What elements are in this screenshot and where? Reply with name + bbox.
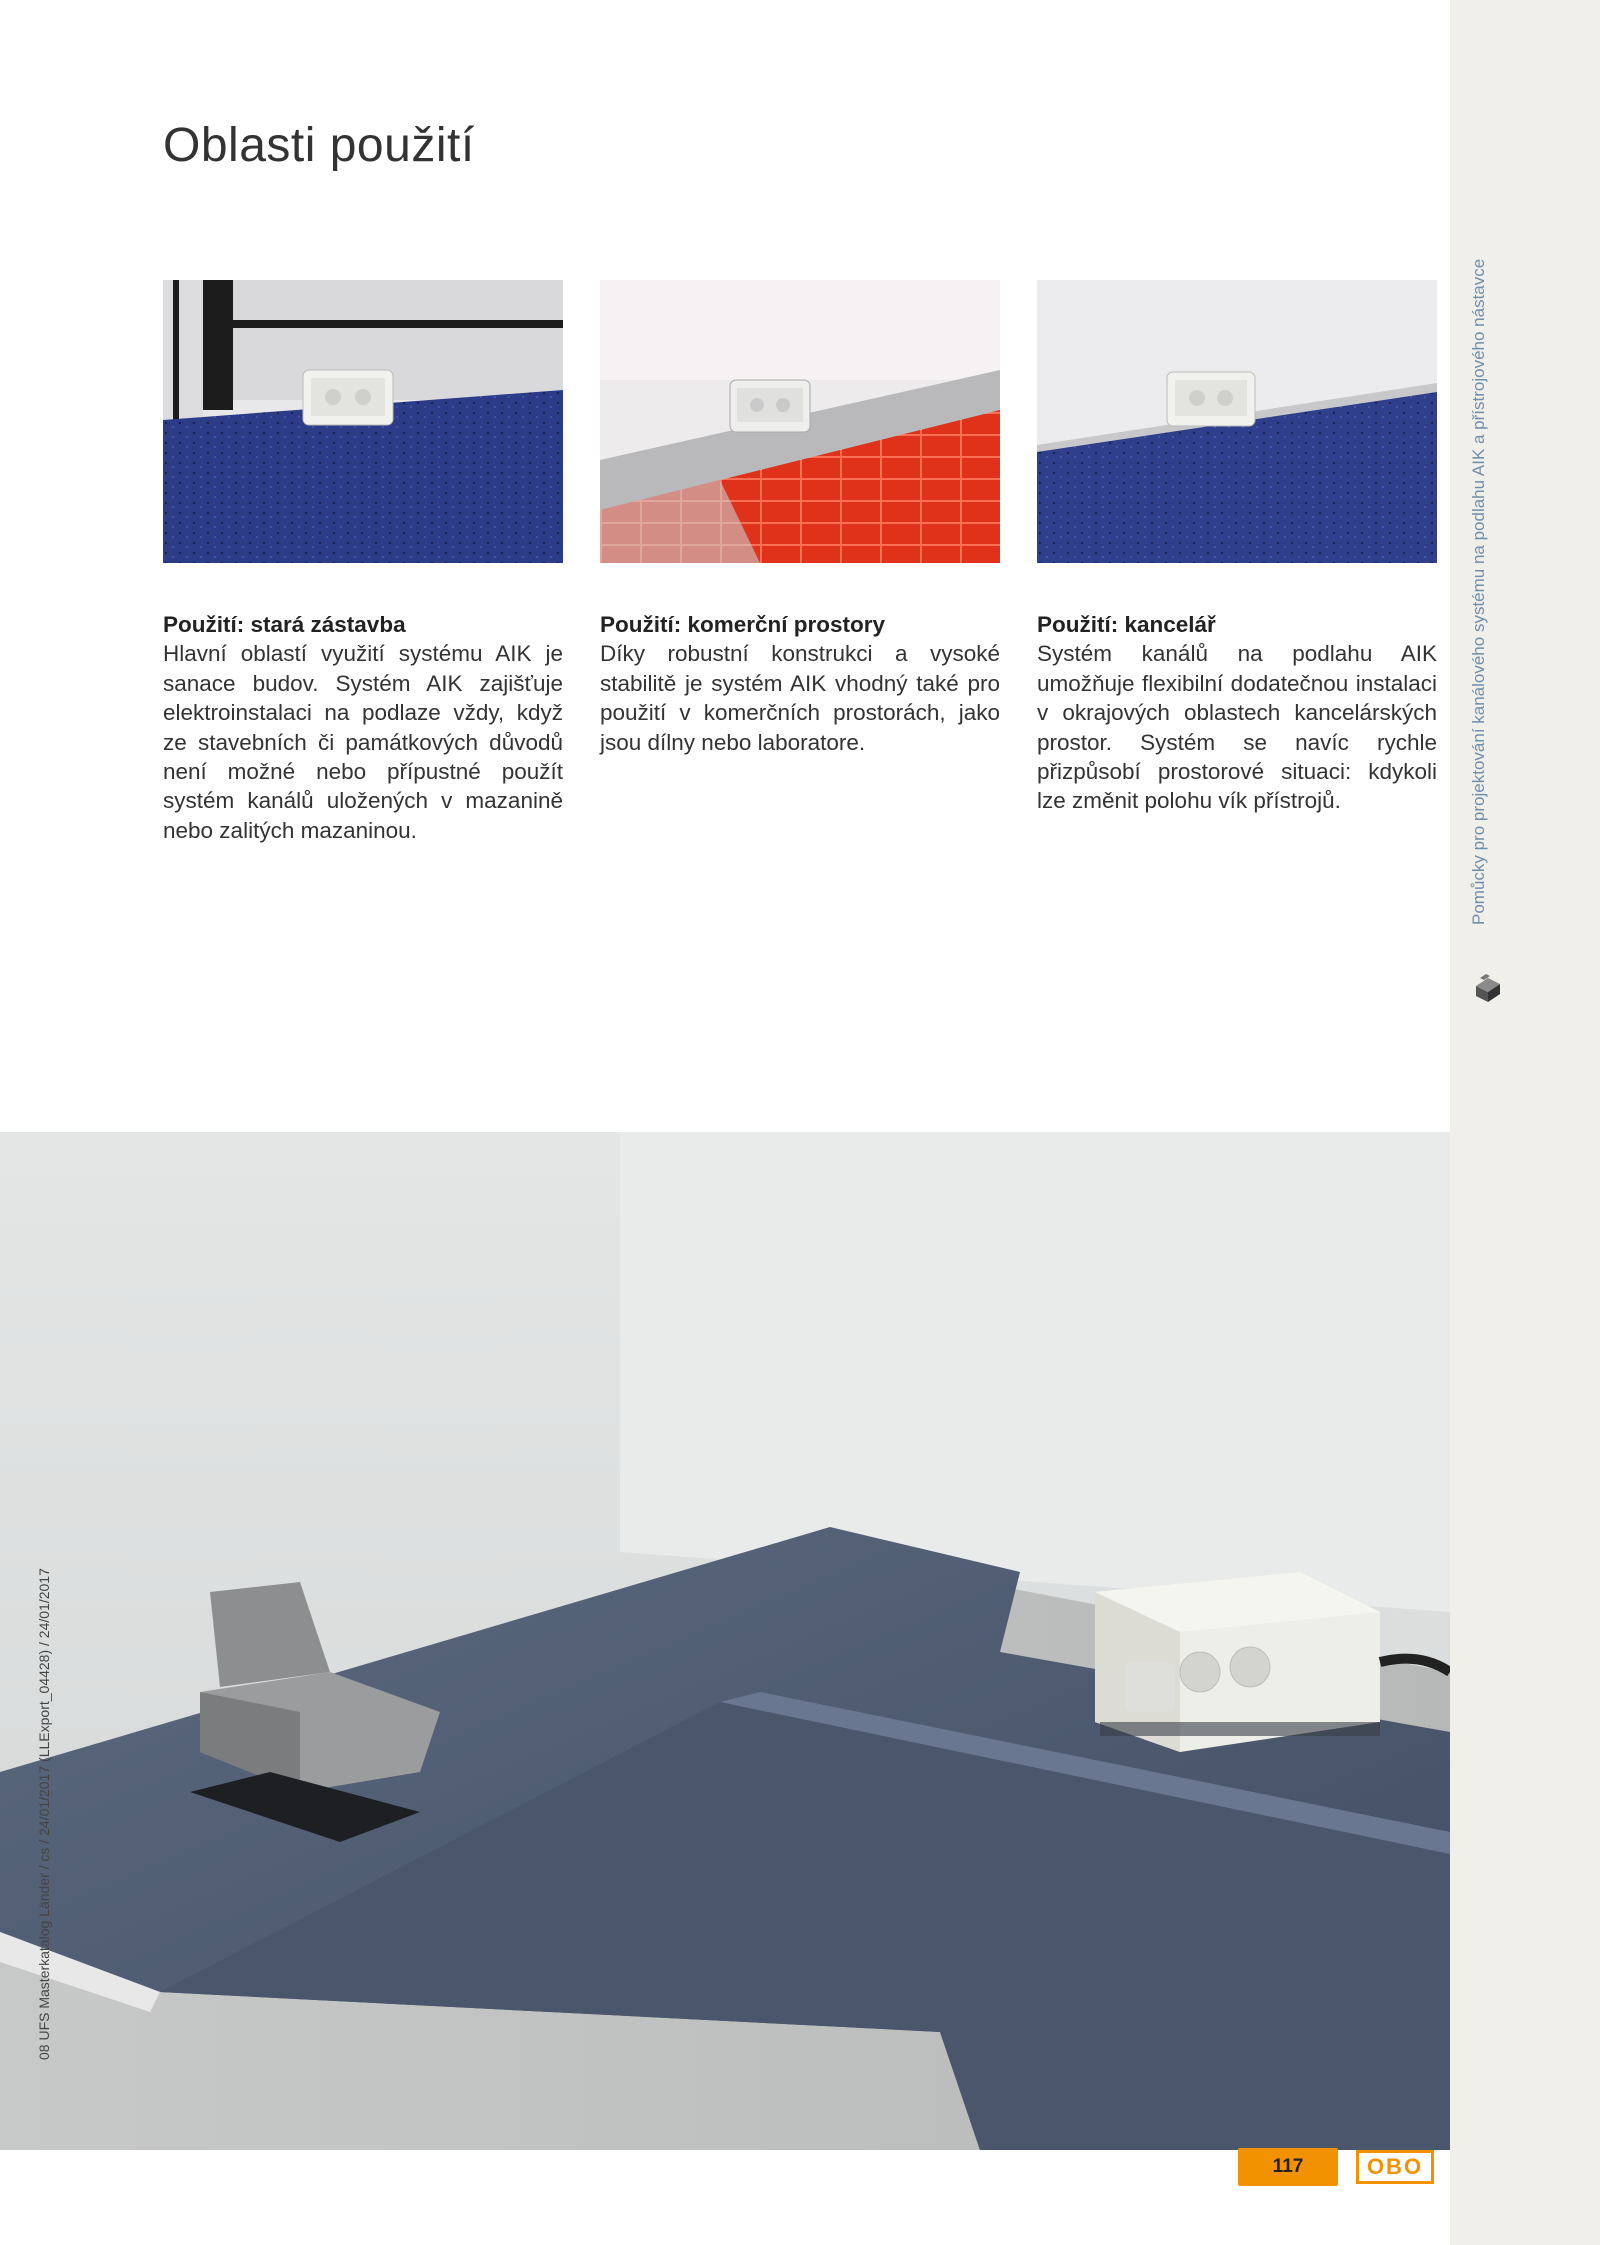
column-heading: Použití: komerční prostory xyxy=(600,612,886,637)
column-heading: Použití: kancelář xyxy=(1037,612,1216,637)
page-number: 117 xyxy=(1238,2148,1338,2186)
obo-logo xyxy=(1356,2150,1434,2184)
column-old-building xyxy=(163,610,563,845)
hero-floor-duct-image xyxy=(0,1132,1450,2150)
footer-slug: 08 UFS Masterkatalog Länder / cs / 24/01/2017 (LLExport_04428) / 24/01/2017 xyxy=(36,1568,52,2060)
column-body: Hlavní oblastí využití systému AIK je sanace budov. Systém AIK zajišťuje elektroinstalaci na podlaze vždy, když ze stavebních či památkových důvodů není možné nebo přípustné použít systém kanálů uložených v mazanině nebo zalitých mazaninou. xyxy=(163,641,563,843)
column-heading: Použití: stará zástavba xyxy=(163,612,406,637)
column-body: Díky robustní konstrukci a vysoké stabilitě je systém AIK vhodný také pro použití v komerčních prostorách, jako jsou dílny nebo laboratore. xyxy=(600,641,1000,755)
old-building-image xyxy=(163,280,563,563)
logo-text: OBO xyxy=(1366,2154,1424,2179)
column-office xyxy=(1037,610,1437,816)
page-title: Oblasti použití xyxy=(163,119,475,172)
floor-box-icon xyxy=(1470,968,1506,1008)
column-body: Systém kanálů na podlahu AIK umožňuje flexibilní dodatečnou instalaci v okrajových oblastech kancelárských prostor. Systém se navíc rychle přizpůsobí prostorové situaci: kdykoli lze změnit polohu vík přístrojů. xyxy=(1037,641,1437,814)
commercial-image xyxy=(600,280,1000,563)
sidebar-chapter-title: Pomůcky pro projektování kanálového systému na podlahu AIK a přístrojového nástavce xyxy=(1469,258,1488,925)
column-commercial xyxy=(600,610,1000,757)
office-image xyxy=(1037,280,1437,563)
